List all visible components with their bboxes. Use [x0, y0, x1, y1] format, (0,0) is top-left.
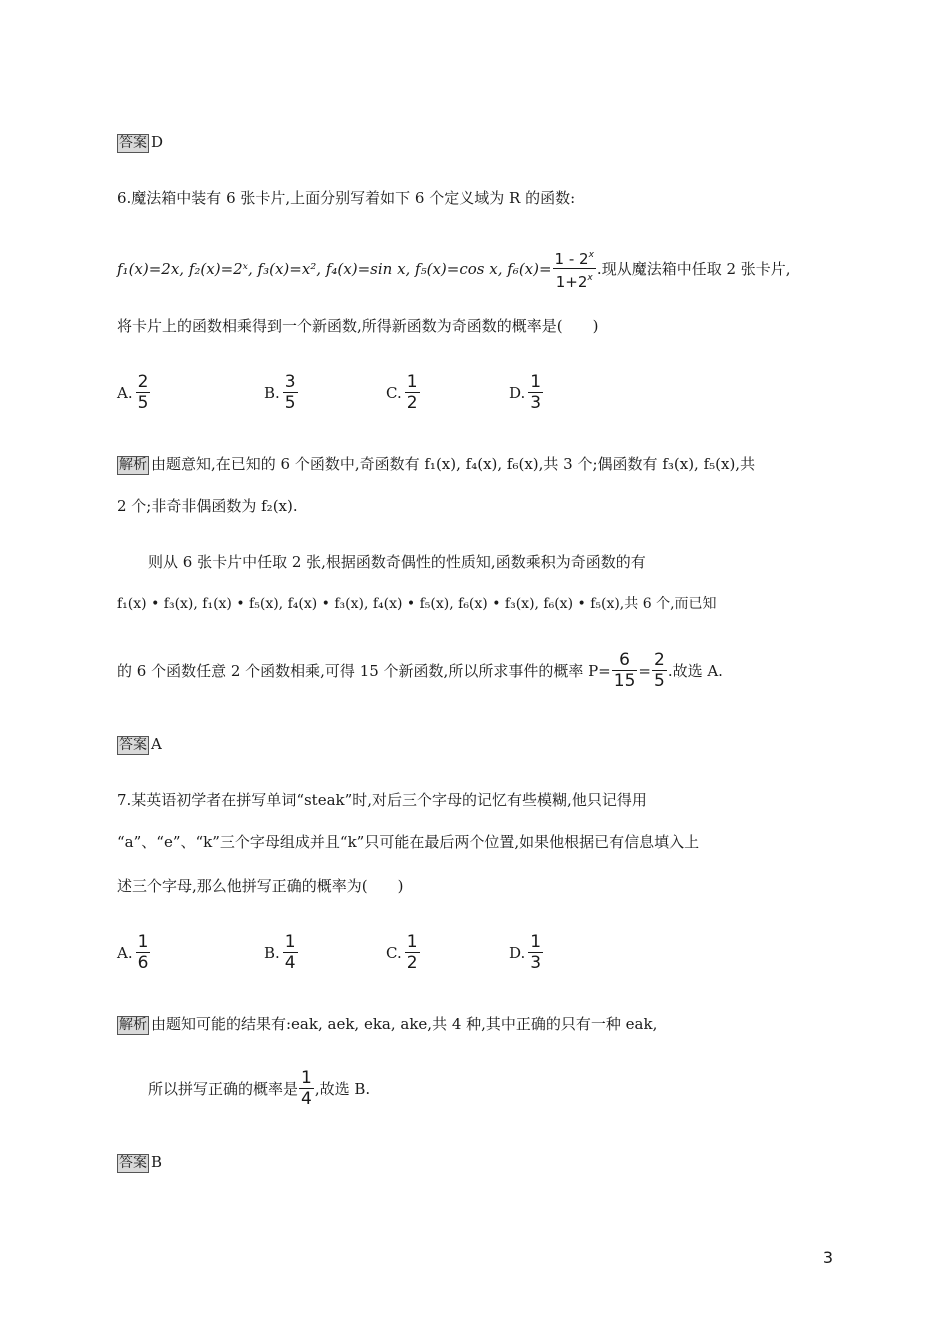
q7-analysis-line2: [148, 1068, 370, 1109]
q6-analysis-line1: [117, 454, 755, 475]
q6-option-c: [386, 372, 421, 413]
q6-analysis-line4: f₁(x) • f₃(x), f₁(x) • f₅(x), f₄(x) • f₃(x), f₄(x) • f₅(x), f₆(x) • f₃(x), f₆(x) • f₅(x),共 6 个,而已知: [117, 596, 717, 612]
option-label: C.: [386, 383, 402, 402]
q7-option-a: [117, 932, 151, 973]
option-numerator: 1: [284, 932, 296, 952]
q6-f6-fraction: [553, 246, 596, 291]
answer-tag: 答案: [119, 135, 147, 151]
q6-stem-line3: 将卡片上的函数相乘得到一个新函数,所得新函数为奇函数的概率是( ): [117, 317, 599, 335]
q6-answer-line: [117, 734, 162, 755]
q7-stem-line2: “a”、“e”、“k”三个字母组成并且“k”只可能在最后两个位置,如果他根据已有信息填入上: [117, 833, 700, 851]
q5-answer-line: [117, 132, 163, 153]
analysis-tag: 解析: [119, 1017, 147, 1033]
option-numerator: 1: [530, 932, 542, 952]
option-denominator: 2: [406, 393, 418, 413]
option-label: B.: [264, 943, 280, 962]
option-denominator: 2: [406, 953, 418, 973]
page-number: 3: [822, 1248, 833, 1267]
option-numerator: 2: [137, 372, 149, 392]
q6-option-a: [117, 372, 151, 413]
q6-analysis-line2: 2 个;非奇非偶函数为 f₂(x).: [117, 497, 298, 515]
q6-analysis-line3: 则从 6 张卡片中任取 2 张,根据函数奇偶性的性质知,函数乘积为奇函数的有: [148, 553, 646, 571]
option-denominator: 4: [284, 953, 296, 973]
q7-answer-value: B: [151, 1153, 163, 1171]
answer-tag: 答案: [119, 1155, 147, 1171]
q6-analysis-line5-post: .故选 A.: [667, 661, 723, 680]
q7-frac-numerator: 1: [301, 1068, 312, 1088]
answer-tag: 答案: [119, 737, 147, 753]
p-denominator-1: 15: [613, 671, 636, 691]
q7-answer-line: [117, 1152, 162, 1173]
analysis-tag: 解析: [119, 457, 147, 473]
option-denominator: 5: [137, 393, 149, 413]
option-label: D.: [509, 943, 526, 962]
option-denominator: 3: [530, 953, 542, 973]
q6-stem-line2-tail: .现从魔法箱中任取 2 张卡片,: [596, 259, 791, 278]
q7-analysis-text1: 由题知可能的结果有:eak, aek, eka, ake,共 4 种,其中正确的只有一种 eak,: [151, 1015, 658, 1033]
option-label: D.: [509, 383, 526, 402]
q7-analysis-line1: [117, 1014, 657, 1035]
q6-f6-num-exp: x: [588, 250, 594, 260]
q6-analysis-line5-pre: 的 6 个函数任意 2 个函数相乘,可得 15 个新函数,所以所求事件的概率 P=: [117, 661, 611, 680]
p-denominator-2: 5: [653, 671, 665, 691]
option-numerator: 1: [137, 932, 149, 952]
q6-analysis-text1: 由题意知,在已知的 6 个函数中,奇函数有 f₁(x), f₄(x), f₆(x),共 3 个;偶函数有 f₃(x), f₅(x),共: [151, 455, 756, 473]
q7-option-b: [264, 932, 299, 973]
option-numerator: 3: [284, 372, 296, 392]
q6-functions-line: [117, 246, 791, 291]
q6-answer-value: A: [151, 735, 162, 753]
q6-functions-text: f₁(x)=2x, f₂(x)=2ˣ, f₃(x)=x², f₄(x)=sin x, f₅(x)=cos x, f₆(x)=: [117, 259, 552, 278]
p-numerator-2: 2: [653, 650, 665, 670]
q5-answer-value: D: [151, 133, 164, 151]
q7-analysis-line2-pre: 所以拼写正确的概率是: [148, 1079, 299, 1098]
p-numerator-1: 6: [612, 650, 638, 671]
option-label: B.: [264, 383, 280, 402]
option-denominator: 5: [284, 393, 296, 413]
option-label: C.: [386, 943, 402, 962]
q7-frac-denominator: 4: [301, 1089, 312, 1109]
option-numerator: 1: [406, 372, 418, 392]
option-numerator: 1: [406, 932, 418, 952]
equals-sign: =: [638, 661, 651, 680]
q6-f6-denominator: 1+2: [555, 273, 588, 291]
q7-analysis-line2-post: ,故选 B.: [314, 1079, 371, 1098]
q7-stem-line3: 述三个字母,那么他拼写正确的概率为( ): [117, 877, 404, 895]
q6-analysis-line5: [117, 650, 723, 691]
option-denominator: 6: [137, 953, 149, 973]
q6-f6-den-exp: x: [587, 273, 593, 283]
option-label: A.: [117, 943, 133, 962]
option-numerator: 1: [530, 372, 542, 392]
option-denominator: 3: [530, 393, 542, 413]
q7-stem-line1: 7.某英语初学者在拼写单词“steak”时,对后三个字母的记忆有些模糊,他只记得用: [117, 791, 647, 809]
q7-option-c: [386, 932, 421, 973]
q6-option-b: [264, 372, 299, 413]
q6-option-d: [509, 372, 544, 413]
q7-option-d: [509, 932, 544, 973]
q6-stem-line1: 6.魔法箱中装有 6 张卡片,上面分别写着如下 6 个定义域为 R 的函数:: [117, 189, 576, 207]
q6-f6-numerator: 1 - 2: [554, 250, 589, 268]
option-label: A.: [117, 383, 133, 402]
